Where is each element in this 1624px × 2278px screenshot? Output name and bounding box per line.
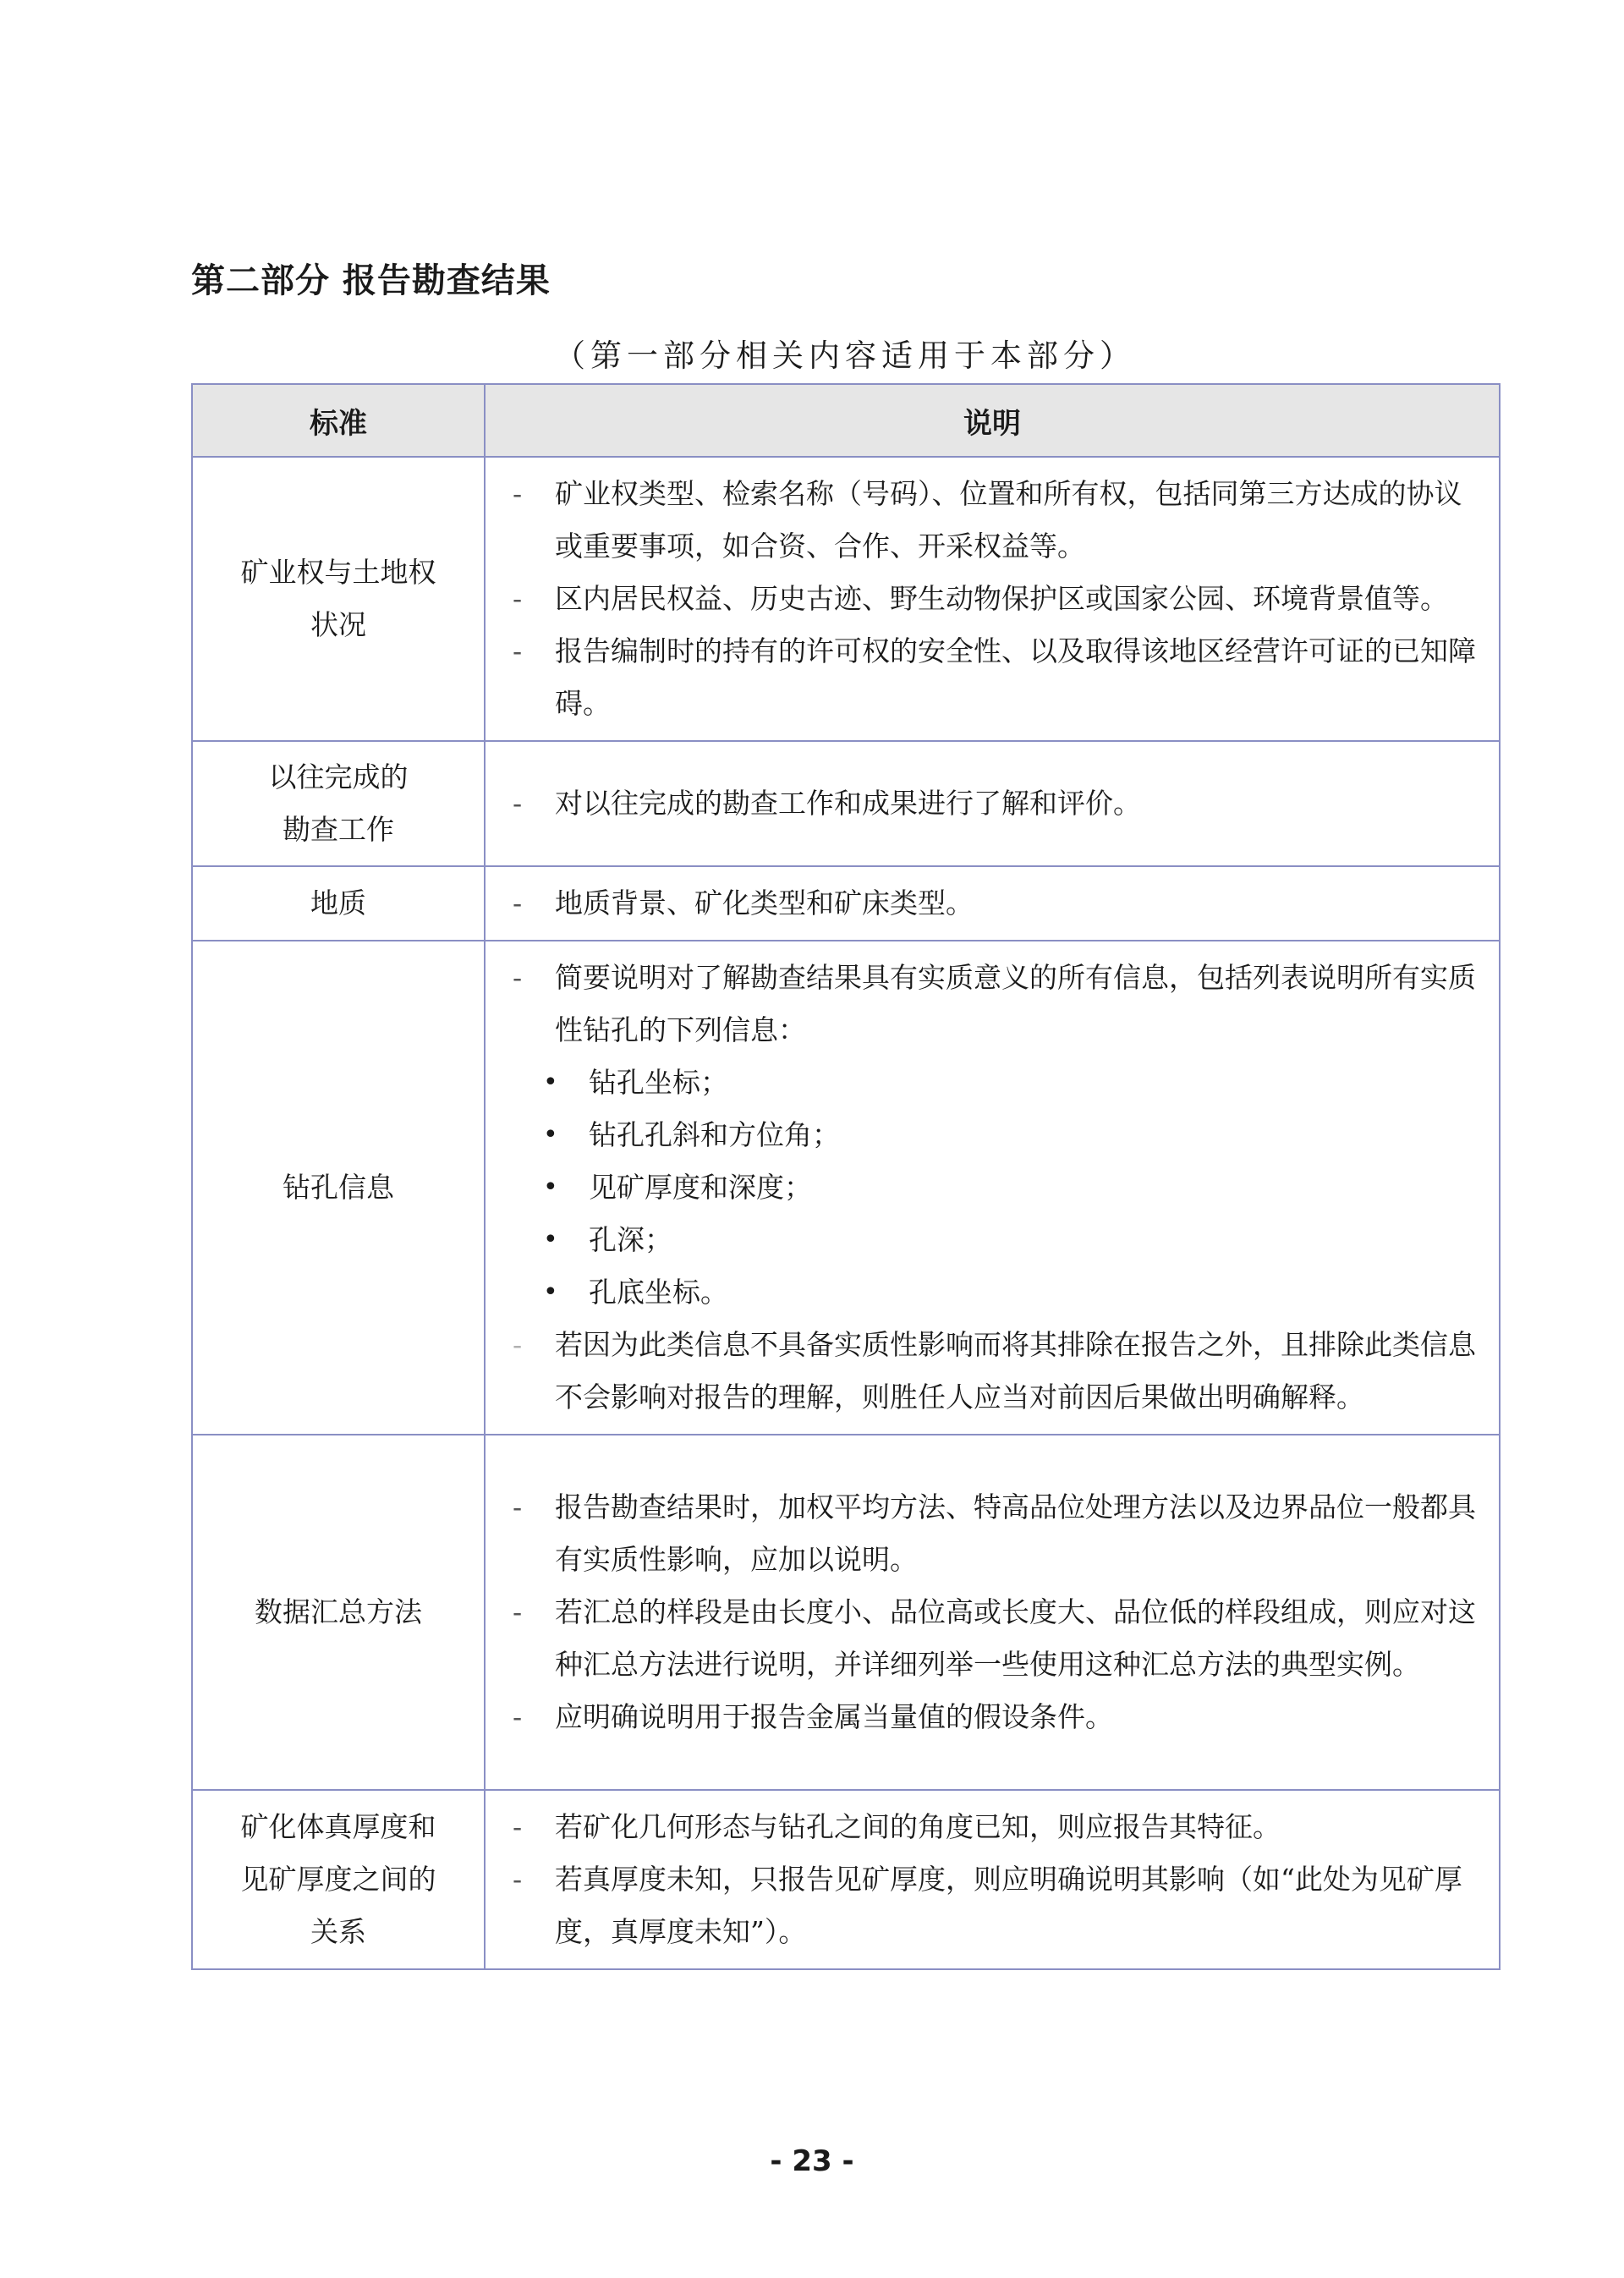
criterion-cell (192, 941, 485, 1435)
dash-marker: - (513, 582, 523, 615)
explanation-item (513, 1319, 1482, 1424)
dash-marker: - (513, 1863, 523, 1896)
list-item-text: 钻孔坐标； (589, 1066, 728, 1099)
table-row (192, 741, 1500, 866)
criterion-text: 矿业权与土地权 状况 (240, 556, 436, 641)
explanation-item (513, 877, 1482, 930)
dash-marker: - (513, 961, 523, 994)
criterion-text: 钻孔信息 (283, 1171, 394, 1204)
criterion-text: 矿化体真厚度和 见矿厚度之间的 关系 (240, 1810, 436, 1948)
criterion-text: 地质 (310, 886, 366, 919)
explanation-item (513, 952, 1482, 1057)
dash-marker: - (513, 1810, 523, 1843)
dash-marker: - (513, 787, 523, 820)
explanation-text: 对以往完成的勘查工作和成果进行了解和评价。 (555, 787, 1141, 820)
criterion-cell (192, 1435, 485, 1790)
dash-marker: - (513, 1490, 523, 1523)
explanation-text: 区内居民权益、历史古迹、野生动物保护区或国家公园、环境背景值等。 (555, 582, 1448, 615)
table-row (192, 866, 1500, 941)
explanation-cell (485, 741, 1500, 866)
bullet-marker: • (543, 1277, 558, 1307)
criteria-table (191, 383, 1501, 1970)
criterion-text: 以往完成的 勘查工作 (268, 760, 409, 846)
table-row (192, 457, 1500, 741)
list-item-text: 孔底坐标。 (589, 1276, 728, 1309)
table-header-row (192, 384, 1500, 457)
list-item (513, 1057, 1482, 1109)
explanation-text: 地质背景、矿化类型和矿床类型。 (555, 886, 974, 919)
table-row (192, 941, 1500, 1435)
table-row (192, 1790, 1500, 1969)
explanation-text: 报告编制时的持有的许可权的安全性、以及取得该地区经营许可证的已知障碍。 (555, 634, 1476, 720)
explanation-cell (485, 941, 1500, 1435)
criterion-cell (192, 866, 485, 941)
explanation-text: 简要说明对了解勘查结果具有实质意义的所有信息，包括列表说明所有实质性钻孔的下列信息： (555, 961, 1476, 1046)
criterion-text: 数据汇总方法 (255, 1595, 422, 1628)
section-title: 第二部分 报告勘查结果 (191, 261, 551, 300)
explanation-item (513, 625, 1482, 730)
explanation-item (513, 1481, 1482, 1586)
explanation-item (513, 1691, 1482, 1743)
list-item-text: 钻孔孔斜和方位角； (589, 1118, 840, 1151)
list-item-text: 见矿厚度和深度； (589, 1171, 812, 1204)
explanation-text: 报告勘查结果时，加权平均方法、特高品位处理方法以及边界品位一般都具有实质性影响，应加以说明。 (555, 1490, 1476, 1576)
list-item (513, 1214, 1482, 1266)
drillhole-info-list (513, 1057, 1482, 1319)
explanation-text: 若真厚度未知，只报告见矿厚度，则应明确说明其影响（如“此处为见矿厚度，真厚度未知”）。 (555, 1863, 1462, 1948)
dash-marker: - (513, 1595, 523, 1628)
table-row (192, 1435, 1500, 1790)
dash-marker: - (513, 477, 523, 510)
table-subtitle: （第一部分相关内容适用于本部分） (554, 338, 1136, 374)
header-criterion: 标准 (192, 384, 485, 457)
bullet-marker: • (543, 1172, 558, 1202)
explanation-item (513, 777, 1482, 830)
dash-marker: - (513, 634, 523, 667)
criterion-cell (192, 741, 485, 866)
list-item (513, 1266, 1482, 1319)
bullet-marker: • (543, 1068, 558, 1097)
explanation-item (513, 1853, 1482, 1958)
explanation-cell (485, 1790, 1500, 1969)
list-item (513, 1161, 1482, 1214)
bullet-marker: • (543, 1225, 558, 1254)
header-explanation: 说明 (485, 384, 1500, 457)
explanation-text: 若汇总的样段是由长度小、品位高或长度大、品位低的样段组成，则应对这种汇总方法进行说明，并详细列举一些使用这种汇总方法的典型实例。 (555, 1595, 1476, 1681)
explanation-item (513, 573, 1482, 625)
explanation-cell (485, 866, 1500, 941)
explanation-text: 应明确说明用于报告金属当量值的假设条件。 (555, 1700, 1113, 1733)
criterion-cell (192, 1790, 485, 1969)
explanation-cell (485, 1435, 1500, 1790)
explanation-item (513, 1801, 1482, 1853)
list-item (513, 1109, 1482, 1161)
list-item-text: 孔深； (589, 1223, 672, 1256)
dash-marker: - (513, 1328, 523, 1361)
explanation-item (513, 1586, 1482, 1691)
dash-marker: - (513, 886, 523, 919)
dash-marker: - (513, 1700, 523, 1733)
criterion-cell (192, 457, 485, 741)
explanation-text: 矿业权类型、检索名称（号码）、位置和所有权，包括同第三方达成的协议或重要事项，如合资、合作、开采权益等。 (555, 477, 1462, 563)
explanation-text: 若矿化几何形态与钻孔之间的角度已知，则应报告其特征。 (555, 1810, 1281, 1843)
bullet-marker: • (543, 1120, 558, 1150)
explanation-text: 若因为此类信息不具备实质性影响而将其排除在报告之外，且排除此类信息不会影响对报告的理解，则胜任人应当对前因后果做出明确解释。 (555, 1328, 1476, 1413)
page-number: - 23 - (770, 2144, 854, 2178)
explanation-item (513, 468, 1482, 573)
explanation-cell (485, 457, 1500, 741)
